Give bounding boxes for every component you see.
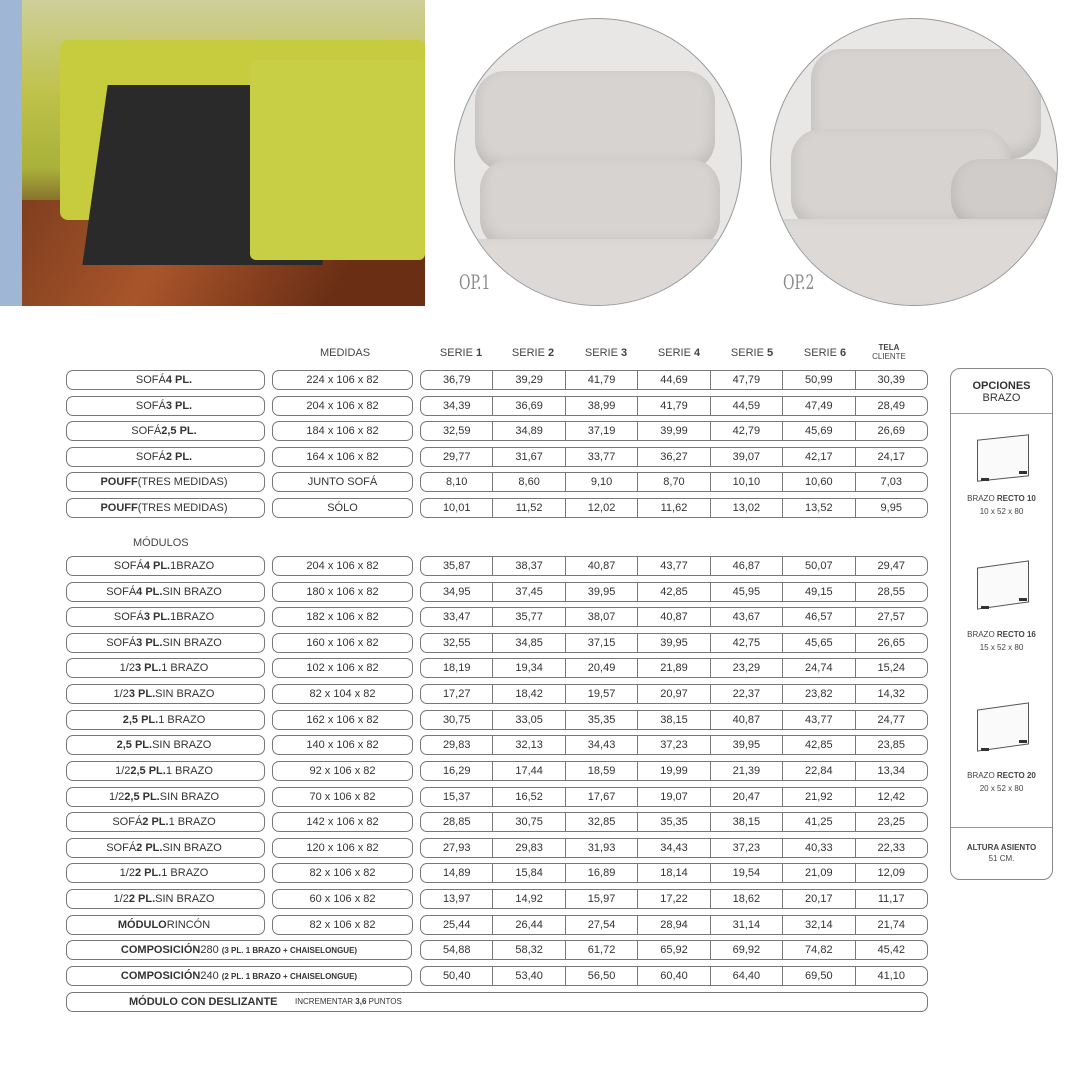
price-serie-3: 9,10	[565, 473, 637, 491]
row-medidas: SÓLO	[272, 498, 413, 518]
price-serie-6: 43,77	[782, 711, 854, 729]
row-medidas: 224 x 106 x 82	[272, 370, 413, 390]
price-serie-2: 39,29	[492, 371, 564, 389]
price-serie-6: 42,17	[782, 448, 854, 466]
row-prices	[420, 498, 928, 518]
price-tela-cliente: 15,24	[855, 659, 927, 677]
row-name: COMPOSICIÓN 240 (2 PL. 1 BRAZO + CHAISELONGUE)	[66, 966, 412, 986]
price-serie-2: 33,05	[492, 711, 564, 729]
row-name: SOFÁ 2 PL. 1 BRAZO	[66, 812, 265, 832]
price-serie-5: 43,67	[710, 608, 782, 626]
row-name: COMPOSICIÓN 280 (3 PL. 1 BRAZO + CHAISELONGUE)	[66, 940, 412, 960]
price-serie-4: 65,92	[637, 941, 709, 959]
price-serie-6: 45,69	[782, 422, 854, 440]
brazo-recto-16-dims: 15 x 52 x 80	[979, 643, 1024, 652]
price-tela-cliente: 12,09	[855, 864, 927, 882]
modulos-section-label: MÓDULOS	[133, 537, 189, 549]
modulo-deslizante-row	[66, 992, 928, 1012]
price-tela-cliente: 14,32	[855, 685, 927, 703]
row-medidas: 92 x 106 x 82	[272, 761, 413, 781]
price-serie-2: 30,75	[492, 813, 564, 831]
brazo-recto-20-dims: 20 x 52 x 80	[979, 784, 1024, 793]
price-serie-4: 43,77	[637, 557, 709, 575]
price-serie-5: 21,39	[710, 762, 782, 780]
price-serie-1: 25,44	[442, 919, 471, 931]
brazo-recto-16-icon	[977, 560, 1029, 609]
row-name: 2,5 PL. SIN BRAZO	[66, 735, 265, 755]
price-serie-1: 15,37	[442, 791, 471, 803]
row-name: SOFÁ 4 PL. SIN BRAZO	[66, 582, 265, 602]
row-prices	[420, 710, 928, 730]
row-medidas: 82 x 104 x 82	[272, 684, 413, 704]
row-name: SOFÁ 2 PL.	[66, 447, 265, 467]
row-name: SOFÁ 3 PL.	[66, 396, 265, 416]
price-serie-5: 23,29	[710, 659, 782, 677]
price-serie-3: 16,89	[565, 864, 637, 882]
price-tela-cliente: 13,34	[855, 762, 927, 780]
price-serie-3: 18,59	[565, 762, 637, 780]
price-serie-2: 58,32	[492, 941, 564, 959]
brazo-recto-10-label: BRAZO RECTO 10	[967, 494, 1036, 503]
row-medidas: 160 x 106 x 82	[272, 633, 413, 653]
price-serie-3: 37,19	[565, 422, 637, 440]
price-tela-cliente: 41,10	[855, 967, 927, 985]
price-serie-6: 10,60	[782, 473, 854, 491]
row-medidas: 180 x 106 x 82	[272, 582, 413, 602]
price-serie-2: 16,52	[492, 788, 564, 806]
row-medidas: 60 x 106 x 82	[272, 889, 413, 909]
price-serie-1: 32,59	[442, 425, 471, 437]
row-medidas: 184 x 106 x 82	[272, 421, 413, 441]
row-medidas: 182 x 106 x 82	[272, 607, 413, 627]
price-tela-cliente: 24,17	[855, 448, 927, 466]
row-prices	[420, 556, 928, 576]
price-serie-4: 39,99	[637, 422, 709, 440]
price-serie-4: 17,22	[637, 890, 709, 908]
price-serie-4: 42,85	[637, 583, 709, 601]
row-name: POUFF (TRES MEDIDAS)	[66, 472, 265, 492]
price-serie-1: 27,93	[442, 842, 471, 854]
row-prices	[420, 396, 928, 416]
row-prices	[420, 582, 928, 602]
row-prices	[420, 472, 928, 492]
row-prices	[420, 966, 928, 986]
row-prices	[420, 915, 928, 935]
price-serie-6: 13,52	[782, 499, 854, 517]
price-serie-1: 33,47	[442, 611, 471, 623]
price-serie-3: 61,72	[565, 941, 637, 959]
row-name: 1/2 3 PL. SIN BRAZO	[66, 684, 265, 704]
price-serie-6: 49,15	[782, 583, 854, 601]
price-serie-3: 32,85	[565, 813, 637, 831]
row-prices	[420, 838, 928, 858]
price-serie-5: 18,62	[710, 890, 782, 908]
price-serie-2: 11,52	[492, 499, 564, 517]
row-name: MÓDULO RINCÓN	[66, 915, 265, 935]
price-serie-1: 34,95	[442, 586, 471, 598]
price-serie-4: 20,97	[637, 685, 709, 703]
price-serie-3: 33,77	[565, 448, 637, 466]
row-name: 1/2 2,5 PL. 1 BRAZO	[66, 761, 265, 781]
price-tela-cliente: 12,42	[855, 788, 927, 806]
price-serie-5: 20,47	[710, 788, 782, 806]
price-serie-3: 20,49	[565, 659, 637, 677]
price-serie-5: 13,02	[710, 499, 782, 517]
price-serie-5: 42,79	[710, 422, 782, 440]
price-serie-3: 39,95	[565, 583, 637, 601]
row-medidas: 142 x 106 x 82	[272, 812, 413, 832]
row-prices	[420, 787, 928, 807]
price-serie-3: 27,54	[565, 916, 637, 934]
price-serie-2: 14,92	[492, 890, 564, 908]
price-serie-1: 17,27	[442, 688, 471, 700]
brazo-recto-16-label: BRAZO RECTO 16	[967, 630, 1036, 639]
price-serie-2: 26,44	[492, 916, 564, 934]
price-serie-4: 18,14	[637, 864, 709, 882]
price-serie-6: 50,07	[782, 557, 854, 575]
row-prices	[420, 735, 928, 755]
price-serie-3: 41,79	[565, 371, 637, 389]
price-serie-2: 32,13	[492, 736, 564, 754]
price-serie-3: 37,15	[565, 634, 637, 652]
price-serie-4: 36,27	[637, 448, 709, 466]
price-serie-4: 34,43	[637, 839, 709, 857]
price-serie-4: 39,95	[637, 634, 709, 652]
price-tela-cliente: 22,33	[855, 839, 927, 857]
altura-asiento-title: ALTURA ASIENTO	[966, 843, 1037, 852]
header-serie-5: SERIE 5	[730, 347, 774, 359]
row-name: SOFÁ 3 PL. 1BRAZO	[66, 607, 265, 627]
header-tela: TELA	[878, 343, 900, 352]
row-name: 1/2 2,5 PL. SIN BRAZO	[66, 787, 265, 807]
row-medidas: 140 x 106 x 82	[272, 735, 413, 755]
brazo-recto-10-icon	[977, 434, 1029, 481]
price-serie-6: 50,99	[782, 371, 854, 389]
row-medidas: 204 x 106 x 82	[272, 556, 413, 576]
price-serie-5: 39,95	[710, 736, 782, 754]
price-tela-cliente: 26,69	[855, 422, 927, 440]
person-leg-image	[0, 0, 22, 306]
price-serie-1: 18,19	[442, 662, 471, 674]
row-name: POUFF (TRES MEDIDAS)	[66, 498, 265, 518]
price-serie-3: 38,99	[565, 397, 637, 415]
price-serie-3: 34,43	[565, 736, 637, 754]
price-serie-3: 31,93	[565, 839, 637, 857]
options-panel	[950, 368, 1053, 880]
price-serie-5: 42,75	[710, 634, 782, 652]
row-name: SOFÁ 2,5 PL.	[66, 421, 265, 441]
row-medidas: 204 x 106 x 82	[272, 396, 413, 416]
price-serie-5: 64,40	[710, 967, 782, 985]
price-serie-2: 29,83	[492, 839, 564, 857]
price-serie-4: 60,40	[637, 967, 709, 985]
price-serie-1: 13,97	[442, 893, 471, 905]
price-serie-5: 69,92	[710, 941, 782, 959]
price-tela-cliente: 21,74	[855, 916, 927, 934]
price-serie-5: 47,79	[710, 371, 782, 389]
price-serie-2: 18,42	[492, 685, 564, 703]
price-serie-2: 34,85	[492, 634, 564, 652]
price-serie-2: 37,45	[492, 583, 564, 601]
row-medidas: 102 x 106 x 82	[272, 658, 413, 678]
price-serie-5: 37,23	[710, 839, 782, 857]
row-prices	[420, 863, 928, 883]
options-subtitle: BRAZO	[982, 392, 1021, 404]
option-2-label: OP.2	[783, 270, 815, 294]
price-tela-cliente: 26,65	[855, 634, 927, 652]
row-prices	[420, 633, 928, 653]
price-serie-6: 21,09	[782, 864, 854, 882]
price-serie-1: 28,85	[442, 816, 471, 828]
altura-asiento-value: 51 CM.	[988, 854, 1015, 863]
price-serie-4: 8,70	[637, 473, 709, 491]
price-serie-3: 38,07	[565, 608, 637, 626]
row-prices	[420, 889, 928, 909]
price-serie-2: 34,89	[492, 422, 564, 440]
price-serie-5: 39,07	[710, 448, 782, 466]
price-serie-4: 37,23	[637, 736, 709, 754]
row-name: 1/2 2 PL. SIN BRAZO	[66, 889, 265, 909]
row-medidas: JUNTO SOFÁ	[272, 472, 413, 492]
price-serie-4: 41,79	[637, 397, 709, 415]
price-serie-5: 10,10	[710, 473, 782, 491]
price-tela-cliente: 29,47	[855, 557, 927, 575]
price-serie-6: 32,14	[782, 916, 854, 934]
row-prices	[420, 684, 928, 704]
price-tela-cliente: 23,85	[855, 736, 927, 754]
price-serie-3: 12,02	[565, 499, 637, 517]
row-prices	[420, 940, 928, 960]
row-prices	[420, 421, 928, 441]
price-serie-6: 47,49	[782, 397, 854, 415]
price-serie-2: 31,67	[492, 448, 564, 466]
row-medidas: 162 x 106 x 82	[272, 710, 413, 730]
price-serie-4: 21,89	[637, 659, 709, 677]
price-serie-3: 17,67	[565, 788, 637, 806]
price-serie-1: 30,75	[442, 714, 471, 726]
price-tela-cliente: 9,95	[855, 499, 927, 517]
price-serie-4: 19,07	[637, 788, 709, 806]
price-serie-6: 21,92	[782, 788, 854, 806]
price-serie-5: 19,54	[710, 864, 782, 882]
price-serie-2: 8,60	[492, 473, 564, 491]
price-serie-4: 28,94	[637, 916, 709, 934]
header-serie-2: SERIE 2	[511, 347, 555, 359]
options-title: OPCIONES	[972, 380, 1031, 392]
price-serie-5: 45,95	[710, 583, 782, 601]
price-serie-5: 46,87	[710, 557, 782, 575]
header-serie-4: SERIE 4	[657, 347, 701, 359]
row-prices	[420, 607, 928, 627]
row-name: SOFÁ 4 PL.	[66, 370, 265, 390]
price-serie-6: 22,84	[782, 762, 854, 780]
brazo-recto-10-dims: 10 x 52 x 80	[979, 507, 1024, 516]
price-serie-3: 15,97	[565, 890, 637, 908]
row-name: 1/2 3 PL. 1 BRAZO	[66, 658, 265, 678]
price-serie-2: 53,40	[492, 967, 564, 985]
brazo-recto-20-label: BRAZO RECTO 20	[967, 771, 1036, 780]
price-tela-cliente: 28,49	[855, 397, 927, 415]
option-1-label: OP.1	[459, 270, 491, 294]
price-serie-6: 42,85	[782, 736, 854, 754]
price-serie-2: 36,69	[492, 397, 564, 415]
price-tela-cliente: 11,17	[855, 890, 927, 908]
price-serie-1: 32,55	[442, 637, 471, 649]
price-serie-6: 20,17	[782, 890, 854, 908]
brazo-recto-20-icon	[977, 702, 1029, 751]
price-tela-cliente: 27,57	[855, 608, 927, 626]
price-serie-1: 10,01	[442, 502, 471, 514]
option-2-photo	[770, 18, 1058, 306]
price-serie-1: 34,39	[442, 400, 471, 412]
header-serie-1: SERIE 1	[439, 347, 483, 359]
row-medidas: 120 x 106 x 82	[272, 838, 413, 858]
price-serie-5: 22,37	[710, 685, 782, 703]
price-serie-5: 31,14	[710, 916, 782, 934]
price-serie-6: 41,25	[782, 813, 854, 831]
header-serie-6: SERIE 6	[803, 347, 847, 359]
option-1-photo	[454, 18, 742, 306]
row-prices	[420, 812, 928, 832]
row-name: 1/2 2 PL. 1 BRAZO	[66, 863, 265, 883]
price-serie-4: 11,62	[637, 499, 709, 517]
price-serie-3: 19,57	[565, 685, 637, 703]
price-serie-1: 50,40	[442, 970, 471, 982]
header-medidas: MEDIDAS	[319, 347, 371, 359]
price-serie-1: 35,87	[442, 560, 471, 572]
header-tela-cliente	[859, 343, 919, 361]
modulo-deslizante-note: INCREMENTAR 3,6 PUNTOS	[295, 997, 402, 1006]
price-serie-5: 44,59	[710, 397, 782, 415]
row-medidas: 82 x 106 x 82	[272, 915, 413, 935]
row-name: SOFÁ 3 PL. SIN BRAZO	[66, 633, 265, 653]
price-serie-4: 40,87	[637, 608, 709, 626]
price-serie-2: 38,37	[492, 557, 564, 575]
price-serie-1: 29,77	[442, 451, 471, 463]
sofa-photo	[0, 0, 425, 306]
row-prices	[420, 761, 928, 781]
price-serie-6: 23,82	[782, 685, 854, 703]
price-serie-2: 19,34	[492, 659, 564, 677]
price-serie-2: 15,84	[492, 864, 564, 882]
price-tela-cliente: 30,39	[855, 371, 927, 389]
options-divider	[951, 413, 1052, 414]
price-serie-4: 19,99	[637, 762, 709, 780]
price-serie-2: 35,77	[492, 608, 564, 626]
price-serie-4: 44,69	[637, 371, 709, 389]
sofa-arm-image	[250, 60, 425, 260]
price-serie-2: 17,44	[492, 762, 564, 780]
modulo-deslizante-title: MÓDULO CON DESLIZANTE	[129, 996, 278, 1008]
price-serie-5: 40,87	[710, 711, 782, 729]
price-tela-cliente: 7,03	[855, 473, 927, 491]
price-serie-5: 38,15	[710, 813, 782, 831]
row-prices	[420, 447, 928, 467]
price-serie-6: 74,82	[782, 941, 854, 959]
price-tela-cliente: 45,42	[855, 941, 927, 959]
price-serie-3: 40,87	[565, 557, 637, 575]
price-serie-6: 45,65	[782, 634, 854, 652]
price-serie-1: 54,88	[442, 944, 471, 956]
price-serie-4: 35,35	[637, 813, 709, 831]
row-name: SOFÁ 4 PL. 1BRAZO	[66, 556, 265, 576]
row-medidas: 164 x 106 x 82	[272, 447, 413, 467]
row-medidas: 82 x 106 x 82	[272, 863, 413, 883]
price-tela-cliente: 24,77	[855, 711, 927, 729]
row-name: SOFÁ 2 PL. SIN BRAZO	[66, 838, 265, 858]
price-serie-6: 46,57	[782, 608, 854, 626]
price-serie-4: 38,15	[637, 711, 709, 729]
header-cliente: CLIENTE	[872, 352, 906, 361]
price-serie-1: 14,89	[442, 867, 471, 879]
price-serie-6: 69,50	[782, 967, 854, 985]
price-tela-cliente: 23,25	[855, 813, 927, 831]
price-serie-3: 56,50	[565, 967, 637, 985]
price-serie-1: 8,10	[446, 476, 468, 488]
price-serie-1: 16,29	[442, 765, 471, 777]
row-name: 2,5 PL. 1 BRAZO	[66, 710, 265, 730]
price-serie-6: 24,74	[782, 659, 854, 677]
price-serie-1: 36,79	[442, 374, 471, 386]
price-serie-3: 35,35	[565, 711, 637, 729]
options-divider-2	[951, 827, 1052, 828]
price-serie-1: 29,83	[442, 739, 471, 751]
row-medidas: 70 x 106 x 82	[272, 787, 413, 807]
price-tela-cliente: 28,55	[855, 583, 927, 601]
row-prices	[420, 370, 928, 390]
price-serie-6: 40,33	[782, 839, 854, 857]
header-serie-3: SERIE 3	[584, 347, 628, 359]
row-prices	[420, 658, 928, 678]
